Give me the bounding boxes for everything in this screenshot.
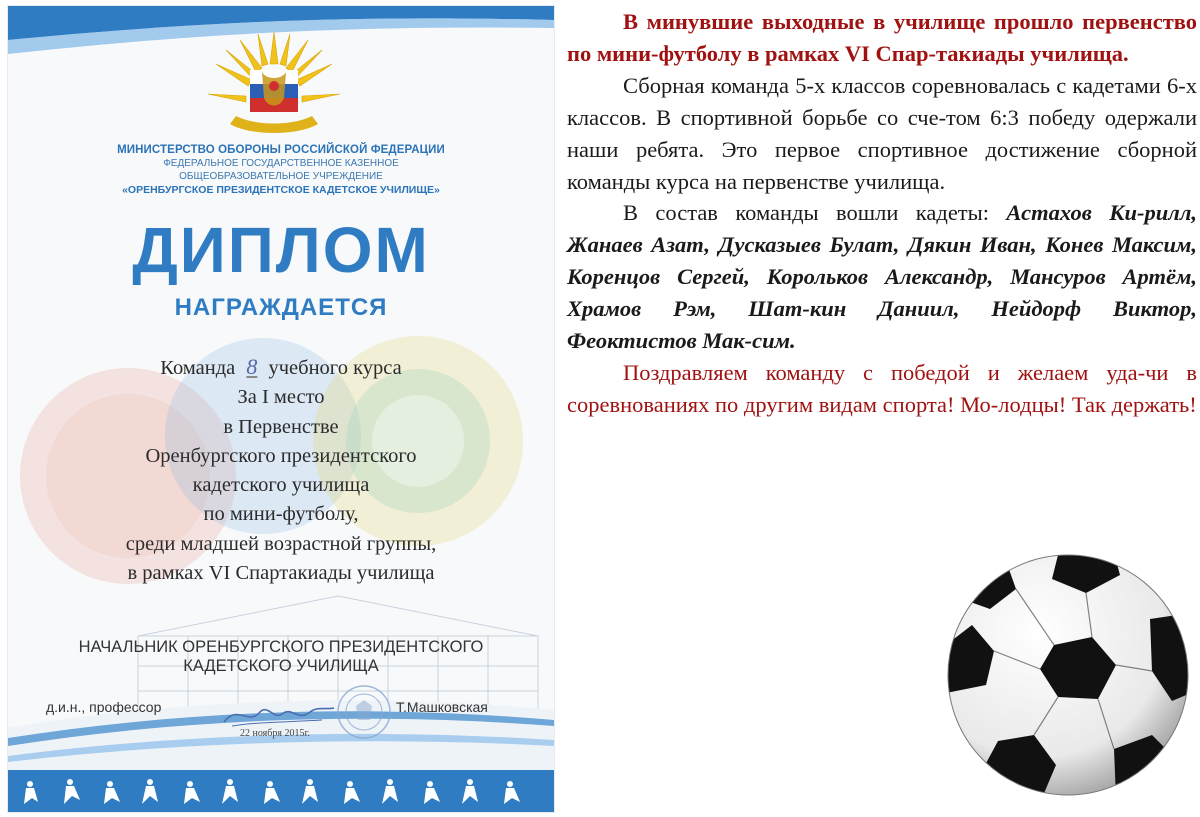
article-paragraph-2 [567, 197, 1197, 357]
award-line: кадетского училища [192, 474, 370, 497]
signer-degree: д.и.н., профессор [46, 699, 162, 715]
chief-title [8, 638, 554, 676]
award-line: в Первенстве [223, 415, 339, 438]
diploma-date: 22 ноября 2015г. [240, 728, 310, 739]
award-line: среди младшей возрастной группы, [125, 532, 437, 555]
school-name: «ОРЕНБУРГСКОЕ ПРЕЗИДЕНТСКОЕ КАДЕТСКОЕ УЧИЛИЩЕ» [122, 184, 440, 196]
award-line: Оренбургского президентского [145, 444, 417, 467]
chief-title-line-2: КАДЕТСКОГО УЧИЛИЩА [183, 657, 379, 675]
award-line: по мини-футболу, [203, 503, 359, 526]
handwritten-signature [218, 696, 338, 732]
award-team-line [8, 352, 554, 383]
award-team-number: 8 [246, 354, 258, 379]
article-paragraph-1: Сборная команда 5-х классов соревновалась с кадетами 6-х классов. В спортивной борьбе со сче-том 6:3 победу одержали наши ребята. Это первое спортивное достижение сборной команды курса на первенстве училища. [567, 72, 1197, 194]
ministry-line-1: МИНИСТЕРСТВО ОБОРОНЫ РОССИЙСКОЙ ФЕДЕРАЦИИ [117, 144, 445, 156]
diploma-document [8, 6, 554, 812]
coat-of-arms-emblem-icon [200, 24, 348, 146]
diploma-title: ДИПЛОМ [132, 214, 430, 286]
award-line: в рамках VI Спартакиады училища [127, 562, 435, 585]
award-text [8, 352, 554, 588]
award-team-suffix: учебного курса [268, 357, 402, 379]
bottom-wave-band [8, 666, 554, 812]
team-roster-intro: В состав команды вошли кадеты: [623, 200, 1007, 226]
signer-name: Т.Машковская [396, 699, 488, 715]
diploma-subtitle: НАГРАЖДАЕТСЯ [174, 294, 388, 321]
official-seal-icon [336, 684, 392, 740]
article-lead: В минувшие выходные в училище прошло первенство по мини-футболу в рамках VI Спар-такиады училища. [567, 9, 1197, 66]
soccer-ball-icon [946, 553, 1191, 798]
chief-title-line-1: НАЧАЛЬНИК ОРЕНБУРГСКОГО ПРЕЗИДЕНТСКОГО [78, 638, 484, 656]
award-team-prefix: Команда [160, 357, 236, 379]
news-article [567, 6, 1197, 421]
team-roster-names: Астахов Ки-рилл, Жанаев Азат, Дусказыев Булат, Дякин Иван, Конев Максим, Коренцов Сергей, Корольков Александр, Мансуров Артём, Храмов Рэм, Шат-кин Даниил, Нейдорф Виктор, Феоктистов Мак-сим. [567, 200, 1197, 354]
ministry-line-2: ФЕДЕРАЛЬНОЕ ГОСУДАРСТВЕННОЕ КАЗЕННОЕ [163, 158, 399, 169]
ministry-line-3: ОБЩЕОБРАЗОВАТЕЛЬНОЕ УЧРЕЖДЕНИЕ [179, 171, 383, 182]
article-congratulations: Поздравляем команду с победой и желаем уда-чи в соревнованиях по другим видам спорта! Мо-лодцы! Так держать! [567, 359, 1197, 417]
award-line: За I место [237, 386, 325, 409]
